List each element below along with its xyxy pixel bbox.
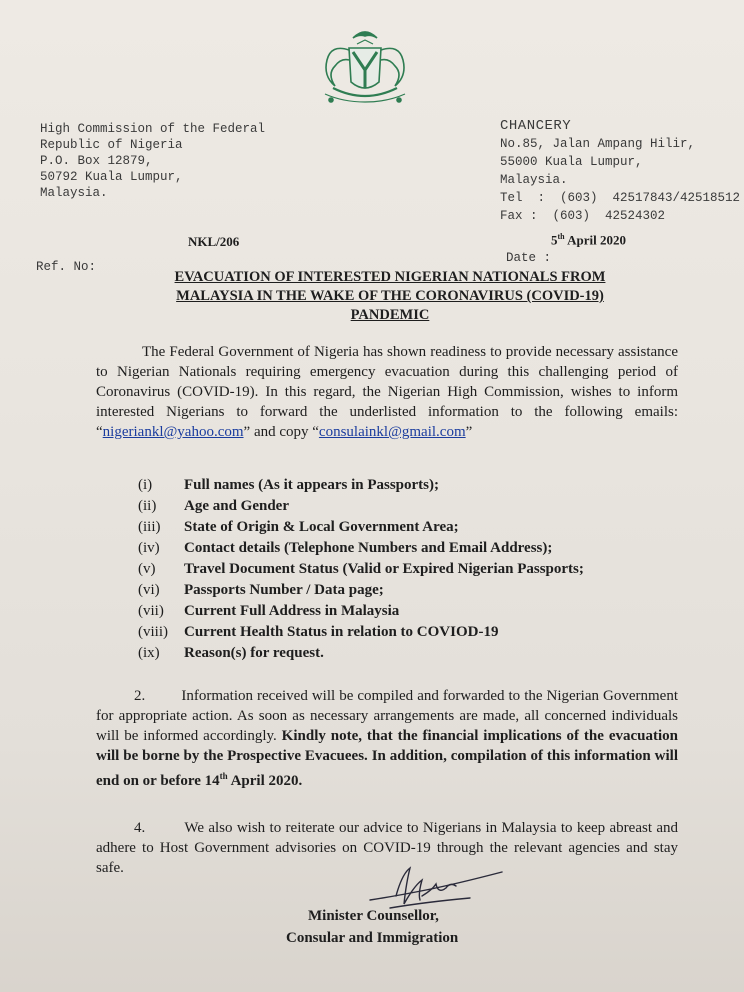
paragraph-2 — [96, 686, 678, 791]
paragraph-1-mid: ” and copy “ — [243, 424, 319, 440]
list-item — [138, 559, 584, 580]
list-text: Travel Document Status (Valid or Expired Nigerian Passports; — [184, 561, 584, 577]
list-number: (iv) — [138, 540, 160, 556]
address-line: Malaysia. — [500, 173, 568, 187]
list-number: (vii) — [138, 603, 164, 619]
paragraph-1-text: The Federal Government of Nigeria has shown readiness to provide necessary assistance to Nigerian Nationals requiring emergency evacuation during this challenging period of Coronavirus (COVID-19). In this regard, the Nigerian High Commission, wishes to inform interested Nigerians to forward the underlisted information to the following emails: “ — [96, 344, 678, 440]
title-line: PANDEMIC — [350, 307, 430, 323]
fax-line: Fax : (603) 42524302 — [500, 209, 666, 223]
address-line: Republic of Nigeria — [40, 138, 183, 152]
address-line: P.O. Box 12879, — [40, 154, 153, 168]
email-link-gmail[interactable]: consulainkl@gmail.com — [318, 424, 466, 440]
list-item — [138, 496, 584, 517]
list-text: State of Origin & Local Government Area; — [184, 519, 459, 535]
requirements-list — [138, 475, 584, 664]
chancery-heading: CHANCERY — [500, 118, 572, 134]
list-number: (iii) — [138, 519, 161, 535]
signatory-title: Minister Counsellor, — [308, 908, 439, 924]
list-item — [138, 601, 584, 622]
list-text: Current Full Address in Malaysia — [184, 603, 400, 619]
telephone-line: Tel : (603) 42517843/42518512 — [500, 191, 741, 205]
list-text: Age and Gender — [184, 498, 289, 514]
list-text: Reason(s) for request. — [184, 645, 324, 661]
address-line: No.85, Jalan Ampang Hilir, — [500, 137, 696, 151]
list-item — [138, 517, 584, 538]
email-link-yahoo[interactable]: nigeriankl@yahoo.com — [102, 424, 244, 440]
list-item — [138, 475, 584, 496]
list-number: (v) — [138, 561, 156, 577]
list-number: (ii) — [138, 498, 157, 514]
date-day: 5 — [551, 232, 558, 248]
list-text: Full names (As it appears in Passports); — [184, 477, 440, 493]
title-line: EVACUATION OF INTERESTED NIGERIAN NATIONALS FROM — [174, 269, 606, 285]
list-number: (ix) — [138, 645, 160, 661]
coat-of-arms-icon — [313, 24, 417, 112]
signatory-department: Consular and Immigration — [286, 930, 459, 946]
list-item — [138, 622, 584, 643]
date-rest: April 2020 — [564, 232, 627, 248]
address-line: 55000 Kuala Lumpur, — [500, 155, 643, 169]
list-item — [138, 580, 584, 601]
paragraph-1 — [96, 342, 678, 442]
address-line: Malaysia. — [40, 186, 108, 200]
address-line: High Commission of the Federal — [40, 122, 266, 136]
left-address-block — [40, 121, 265, 201]
reference-label: Ref. No: — [36, 260, 97, 274]
list-text: Current Health Status in relation to COVIOD-19 — [184, 624, 499, 640]
list-item — [138, 643, 584, 664]
chancery-address-block — [500, 117, 740, 225]
date-label: Date : — [506, 251, 552, 265]
date-suffix: th — [557, 232, 565, 241]
list-item — [138, 538, 584, 559]
paragraph-2-text: Information received will be compiled and forwarded to the Nigerian Government for appropriate action. As soon as necessary arrangements are made, all concerned individuals will be informed accordingly. — [96, 688, 678, 744]
reference-number: NKL/206 — [188, 234, 240, 249]
list-number: (viii) — [138, 624, 168, 640]
paragraph-4-text: We also wish to reiterate our advice to Nigerians in Malaysia to keep abreast and adhere to Host Government advisories on COVID-19 through the relevant agencies and stay safe. — [96, 820, 679, 876]
paragraph-number: 2. — [134, 688, 146, 704]
list-number: (i) — [138, 477, 153, 493]
paragraph-2-bold-end: April 2020. — [227, 773, 303, 789]
paragraph-number: 4. — [134, 820, 146, 836]
title-line: MALAYSIA IN THE WAKE OF THE CORONAVIRUS (COVID-19) — [176, 288, 604, 304]
list-number: (vi) — [138, 582, 160, 598]
list-text: Passports Number / Data page; — [184, 582, 384, 598]
paragraph-1-end: ” — [465, 424, 473, 440]
letter-date — [551, 232, 626, 248]
paragraph-2-bold: Kindly note, that the financial implications of the evacuation will be borne by the Prospective Evacuees. In addition, compilation of this information will end on or before 14 — [96, 728, 678, 789]
paragraph-2-sup: th — [219, 771, 228, 781]
address-line: 50792 Kuala Lumpur, — [40, 170, 183, 184]
list-text: Contact details (Telephone Numbers and Email Address); — [184, 540, 553, 556]
letter-title — [130, 268, 650, 325]
